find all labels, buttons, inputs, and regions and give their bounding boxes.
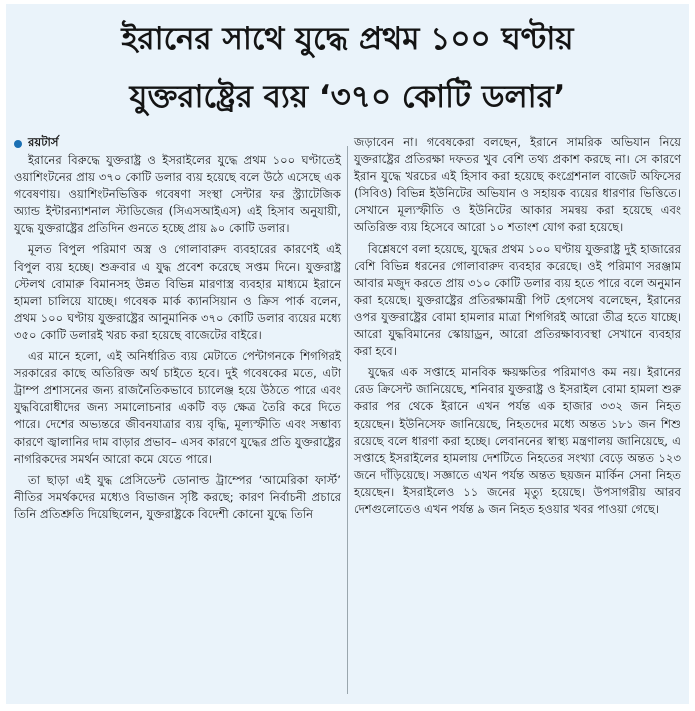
news-clipping (6, 4, 689, 704)
headline (6, 10, 689, 126)
paragraph: জড়াবেন না। গবেষকেরা বলছেন, ইরানে সামরিক অভিযান নিয়ে যুক্তরাষ্ট্রের প্রতিরক্ষা দফতর খুব বেশি তথ্য প্রকাশ করছে না। সে কারণে ইরান যুদ্ধে খরচের এই হিসাব করা হয়েছে কংগ্রেশনাল বাজেট অফিসের (সিবিও) বিভিন্ন ইউনিটের অভিযান ও সহায়ক ব্যয়ের ধারণার ভিত্তিতে। সেখানে মূল্যস্ফীতি ও ইউনিটের আকার সমন্বয় করা হয়েছে এবং অতিরিক্ত ব্যয় হিসেবে আরো ১০ শতাংশ যোগ করা হয়েছে। (354, 135, 681, 235)
headline-line-1: ইরানের সাথে যুদ্ধে প্রথম ১০০ ঘণ্টায় (121, 21, 574, 57)
byline-source: রয়টার্স (28, 135, 59, 149)
paragraph: এর মানে হলো, এই অনির্ধারিত ব্যয় মেটাতে পেন্টাগনকে শিগগিরই সরকারের কাছে অতিরিক্ত অর্থ চাইতে হবে। দুই গবেষকের মতে, এটা ট্রাম্প প্রশাসনের জন্য রাজনৈতিকভাবে চ্যালেঞ্জ হয়ে উঠতে পারে এবং যুদ্ধবিরোধীদের জন্য সমালোচনার একটি বড় ক্ষেত্র তৈরি করে দিতে পারে। দেশের অভ্যন্তরে জীবনযাত্রার ব্যয় বৃদ্ধি, মূল্যস্ফীতি এবং সম্ভাব্য কারণে জ্বালানির দাম বাড়ার প্রভাব– এসব কারণে যুদ্ধের প্রতি যুক্তরাষ্ট্রের নাগরিকদের সমর্থন আরো কমে যেতে পারে। (14, 349, 341, 466)
headline-line-2: যুক্তরাষ্ট্রের ব্যয় ‘৩৭০ কোটি ডলার’ (129, 79, 566, 115)
paragraph: ইরানের বিরুদ্ধে যুক্তরাষ্ট্র ও ইসরাইলের যুদ্ধে প্রথম ১০০ ঘণ্টাতেই ওয়াশিংটনের প্রায় ৩৭০ কোটি ডলার ব্যয় হয়েছে বলে উঠে এসেছে এক গবেষণায়। ওয়াশিংটনভিত্তিক গবেষণা সংস্থা সেন্টার ফর স্ট্র্যাটেজিক অ্যান্ড ইন্টারন্যাশনাল স্টাডিজের (সিএসআইএস) এই হিসাব অনুযায়ী, যুদ্ধে যুক্তরাষ্ট্রের প্রতিদিন গুনতে হচ্ছে প্রায় ৯০ কোটি ডলার। (14, 153, 341, 236)
right-column (354, 134, 681, 522)
article-body (14, 134, 681, 696)
column-divider (347, 146, 348, 694)
bullet-icon (14, 140, 22, 148)
paragraph: মূলত বিপুল পরিমাণ অস্ত্র ও গোলাবারুদ ব্যবহারের কারণেই এই বিপুল ব্যয় হচ্ছে। শুক্রবার এ যুদ্ধ প্রবেশ করেছে সপ্তম দিনে। যুক্তরাষ্ট্র স্টেলথ বোমারু বিমানসহ উন্নত বিভিন্ন মারণাস্ত্র ব্যবহার মাধ্যমে ইরানে হামলা চালিয়ে যাচ্ছে। গবেষক মার্ক ক্যানসিয়ান ও ক্রিস পার্ক বলেন, প্রথম ১০০ ঘণ্টায় যুক্তরাষ্ট্রের আনুমানিক ৩৭০ কোটি ডলার ব্যয়ের মধ্যে ৩৫০ কোটি ডলারই খরচ করা হয়েছে বাজেটের বাইরে। (14, 242, 341, 342)
paragraph: তা ছাড়া এই যুদ্ধ প্রেসিডেন্ট ডোনাল্ড ট্রাম্পের ‘আমেরিকা ফার্স্ট’ নীতির সমর্থকদের মধ্যেও বিভাজন সৃষ্টি করছে; কারণ নির্বাচনী প্রচারে তিনি প্রতিশ্রুতি দিয়েছিলেন, যুক্তরাষ্ট্রকে বিদেশী কোনো যুদ্ধে তিনি (14, 472, 341, 521)
left-column (14, 152, 341, 527)
paragraph: যুদ্ধের এক সপ্তাহে মানবিক ক্ষয়ক্ষতির পরিমাণও কম নয়। ইরানের রেড ক্রিসেন্ট জানিয়েছে, শনিবার যুক্তরাষ্ট্র ও ইসরাইল বোমা হামলা শুরু করার পর থেকে ইরানে এখন পর্যন্ত এক হাজার ৩৩২ জন নিহত হয়েছেন। ইউনিসেফ জানিয়েছে, নিহতদের মধ্যে অন্তত ১৮১ জন শিশু রয়েছে বলে ধারণা করা হচ্ছে। লেবাননের স্বাস্থ্য মন্ত্রণালয় জানিয়েছে, এ সপ্তাহে ইসরাইলের হামলায় দেশটিতে নিহতের সংখ্যা বেড়ে অন্তত ১২৩ জনে দাঁড়িয়েছে। সজ্ঞাতে এখন পর্যন্ত অন্তত ছয়জন মার্কিন সেনা নিহত হয়েছেন। ইসরাইলেও ১১ জনের মৃত্যু হয়েছে। উপসাগরীয় আরব দেশগুলোতেও এখন পর্যন্ত ৯ জন নিহত হওয়ার খবর পাওয়া গেছে। (354, 365, 681, 516)
paragraph: বিশ্লেষণে বলা হয়েছে, যুদ্ধের প্রথম ১০০ ঘণ্টায় যুক্তরাষ্ট্র দুই হাজারের বেশি বিভিন্ন ধরনের গোলাবারুদ ব্যবহার করেছে। ওই পরিমাণ সরঞ্জাম আবার মজুদ করতে প্রায় ৩১০ কোটি ডলার ব্যয় হতে পারে বলে অনুমান করা হয়েছে। যুক্তরাষ্ট্রের প্রতিরক্ষামন্ত্রী পিট হেগসেথ বলেছেন, ইরানের ওপর যুক্তরাষ্ট্রের বোমা হামলার মাত্রা শিগগিরই আরো তীব্র হতে যাচ্ছে। আরো যুদ্ধবিমানের স্কোয়াড্রন, আরো প্রতিরক্ষাব্যবস্থা সেখানে ব্যবহার করা হবে। (354, 241, 681, 359)
byline (14, 134, 59, 153)
